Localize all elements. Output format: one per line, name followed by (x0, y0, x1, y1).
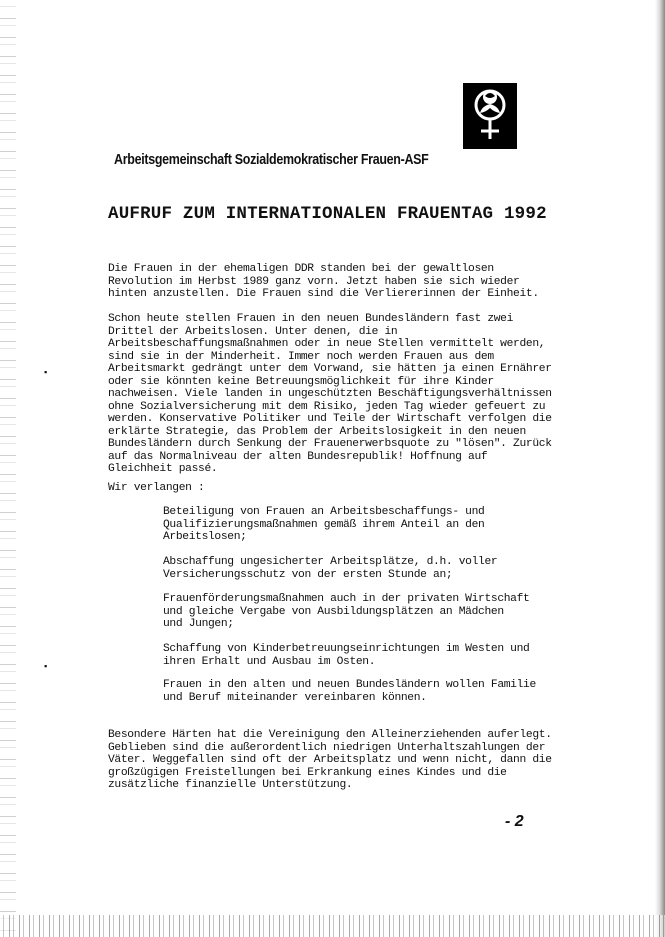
punch-hole-mark: ▪ (43, 662, 49, 672)
demands-lead: Wir verlangen : (108, 482, 205, 494)
punch-hole-mark: ▪ (43, 368, 49, 378)
paragraph-intro: Die Frauen in der ehemaligen DDR standen bei der gewaltlosen Revolution im Herbst 1989 ganz vorn. Jetzt haben sie sich wieder hinten anzustellen. Die Frauen sind die Verliererinnen der Einheit. (108, 263, 539, 300)
demand-item: Schaffung von Kinderbetreuungseinrichtungen im Westen und ihren Erhalt und Ausbau im Osten. (163, 643, 530, 668)
scan-edge-bottom (0, 915, 665, 937)
paragraph-situation: Schon heute stellen Frauen in den neuen Bundesländern fast zwei Drittel der Arbeitslosen. Unter denen, die in Arbeitsbeschaffungsmaßnahmen oder in neue Stellen vermittelt werden, sind sie in der Minderheit. Immer noch werden Frauen aus dem Arbeitsmarkt gedrängt unter dem Vorwand, sie hätten ja einen Ernährer oder sie könnten keine Betreuungsmöglichkeit für ihre Kinder nachweisen. Viele landen in ungeschützten Beschäftigungsverhältnissen ohne Sozialversicherung mit dem Risiko, jeden Tag wieder gefeuert zu werden. Konservative Politiker und Teile der Wirtschaft verfolgen die erklärte Strategie, das Problem der Arbeitslosigkeit in den neuen Bundesländern durch Senkung der Frauenerwerbsquote zu "lösen". Zurück auf das Normalniveau der alten Bundesrepublik! Hoffnung auf Gleichheit passé. (108, 313, 552, 475)
asf-rose-venus-logo-icon (463, 83, 517, 149)
document-title: AUFRUF ZUM INTERNATIONALEN FRAUENTAG 1992 (108, 204, 547, 224)
logo-graphic (463, 83, 517, 149)
demand-item: Frauen in den alten und neuen Bundesländern wollen Familie und Beruf miteinander vereinbaren können. (163, 679, 536, 704)
organization-name: Arbeitsgemeinschaft Sozialdemokratischer Frauen-ASF (114, 152, 429, 168)
demand-item: Beteiligung von Frauen an Arbeitsbeschaffungs- und Qualifizierungsmaßnahmen gemäß ihrem Anteil an den Arbeitslosen; (163, 506, 485, 543)
scan-edge-right (655, 0, 665, 937)
demand-item: Abschaffung ungesicherter Arbeitsplätze, d.h. voller Versicherungsschutz von der ersten Stunde an; (163, 556, 498, 581)
demand-item: Frauenförderungsmaßnahmen auch in der privaten Wirtschaft und gleiche Vergabe von Ausbildungsplätzen an Mädchen und Jungen; (163, 593, 530, 630)
scan-edge-left (0, 0, 16, 937)
page-number-marker: - 2 (505, 813, 524, 830)
paragraph-closing: Besondere Härten hat die Vereinigung den Alleinerziehenden auferlegt. Geblieben sind die außerordentlich niedrigen Unterhaltszahlungen der Väter. Weggefallen sind oft der Arbeitsplatz und wenn nicht, dann die großzügigen Freistellungen bei Erkrankung eines Kindes und die zusätzliche finanzielle Unterstützung. (108, 729, 552, 791)
